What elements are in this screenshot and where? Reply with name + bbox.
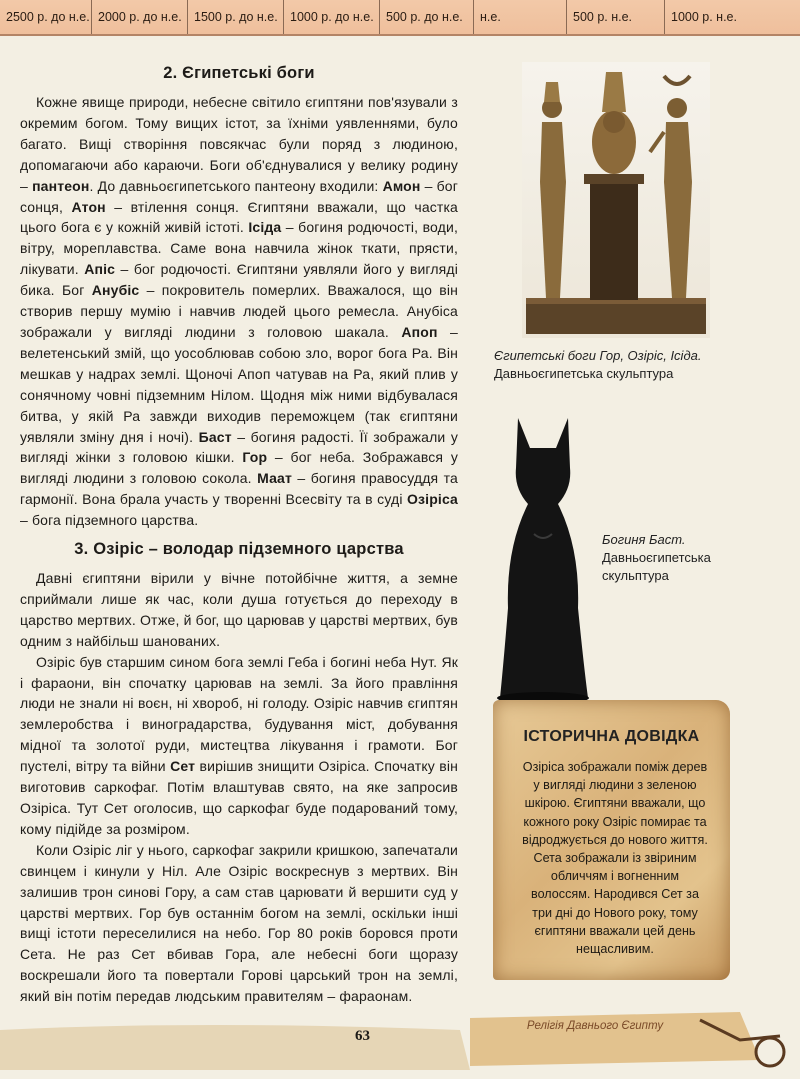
paragraph: Кожне явище природи, небесне світило єгиптяни пов'язували з окремим богом. Тому вищих істот, за їхніми уявленнями, було багато. Вищі створіння повсякчас були поряд з людиною, допомагаючи або караючи. Боги об'єднувалися у велику родину – пантеон. До давньоєгипетського пантеону входили: Амон – бог сонця, Атон – втілення сонця. Єгиптяни вважали, що частка цього бога є у кожній живій істоті. Ісіда – богиня родючості, води, вітру, мореплавства. Саме вона навчила жінок ткати, прясти, лікувати. Апіс – бог родючості. Єгиптяни уявляли його у вигляді бика. Бог Анубіс – покровитель померлих. Вважалося, що він створив першу мумію і навчив людей цього ремесла. Анубіса зображали у вигляді людини з головою шакала. Апоп – велетенський змій, що уособлював собою зло, ворог бога Ра. Він мешкав у надрах землі. Щоночі Апоп чатував на Ра, який плив у сонячному човні підземним Нілом. Щодня між ними відбувалася битва, у якій Ра завжди виходив переможцем (так єгиптяни уявляли зміну дня і ночі). Баст – богиня радості. Її зображали у вигляді жінки з головою кішки. Гор – бог неба. Зображався у вигляді людини з головою сокола. Маат – богиня правосуддя та гармонії. Вона брала участь у творенні Всесвіту та в суді Озіріса – бога підземного царства. [20, 94, 459, 529]
bast-caption [602, 531, 772, 585]
caption-title: Богиня Баст. [602, 532, 686, 547]
footer-label: Релігія Давнього Єгипту [526, 1020, 664, 1032]
section-heading: 3. Озіріс – володар підземного царства [74, 540, 404, 558]
timeline-cell: 2500 р. до н.е. [0, 0, 92, 34]
paragraph: Озіріс був старшим сином бога землі Геба і богині неба Нут. Як і фараони, він спочатку царював на землі. За його правління люди не знали ні воєн, ні хвороб, ні голоду. Озіріс навчив єгиптян землеробства і виноградарства, будування міст, добування мідної та золотої руди, мистецтва лікування і грамоти. Бог пустелі, вітру та війни Сет вирішив знищити Озіріса. Спочатку він виготовив саркофаг. Потім влаштував свято, на яке запросив Озіріса. Тут Сет оголосив, що саркофаг буде подарований тому, кому підійде за розміром. [20, 653, 458, 837]
timeline-cell: 500 р. до н.е. [380, 0, 474, 34]
paragraph: Коли Озіріс ліг у нього, саркофаг закрили кришкою, запечатали свинцем і кинули у Ніл. Але Озіріс воскреснув з мертвих. Він залишив трон синові Гору, а сам став царювати й вершити суд у царстві мертвих. Гор був останнім богом на землі, оскільки інші вищі істоти переселилися на небо. Гор 80 років боровся проти Сета. Не раз Сет вбивав Гора, але небесні боги щоразу воскрешали його та повертали Горові царський трон на землі, який він потім передав людським правителям – фараонам. [20, 841, 458, 1005]
timeline-cell: 1500 р. до н.е. [188, 0, 284, 34]
statues-illustration [522, 62, 710, 338]
gods-statues-image [522, 62, 710, 338]
section-heading: 2. Єгипетські боги [163, 64, 315, 82]
caption-subtitle: Давньоєгипетська скульптура [494, 366, 674, 381]
historical-note [493, 700, 730, 980]
timeline-bar [0, 0, 800, 36]
note-text: Озіріса зображали поміж дерев у вигляді людини з зеленою шкірою. Єгиптяни вважали, що кожного року Озіріс помирає та відроджується до нового життя. Сета зображали із звіриним обличчям і вогненним волоссям. Народився Сет за три дні до Нового року, тому єгиптяни вважали цей день нещасливим. [522, 760, 708, 957]
caption-subtitle: Давньоєгипетська скульптура [602, 550, 711, 583]
bast-statue-image [488, 408, 598, 708]
timeline-cell: 1000 р. до н.е. [284, 0, 380, 34]
timeline-cell: 1000 р. н.е. [671, 10, 737, 24]
section-gods [20, 64, 458, 531]
timeline-cell: н.е. [474, 0, 567, 34]
cat-illustration [488, 408, 598, 708]
timeline-cell: 500 р. н.е. [567, 0, 665, 34]
note-title: ІСТОРИЧНА ДОВІДКА [523, 728, 700, 745]
section-osiris [20, 540, 458, 1007]
page-number: 63 [355, 1028, 370, 1044]
statues-caption [494, 347, 764, 383]
timeline-cell: 2000 р. до н.е. [92, 0, 188, 34]
paragraph: Давні єгиптяни вірили у вічне потойбічне життя, а земне сприймали лише як час, коли душа готується до переходу в царство мертвих. Отже, й бог, що царював у царстві мертвих, був одним з найбільш шанованих. [20, 570, 458, 649]
caption-title: Єгипетські боги Гор, Озіріс, Ісіда. [494, 348, 702, 363]
